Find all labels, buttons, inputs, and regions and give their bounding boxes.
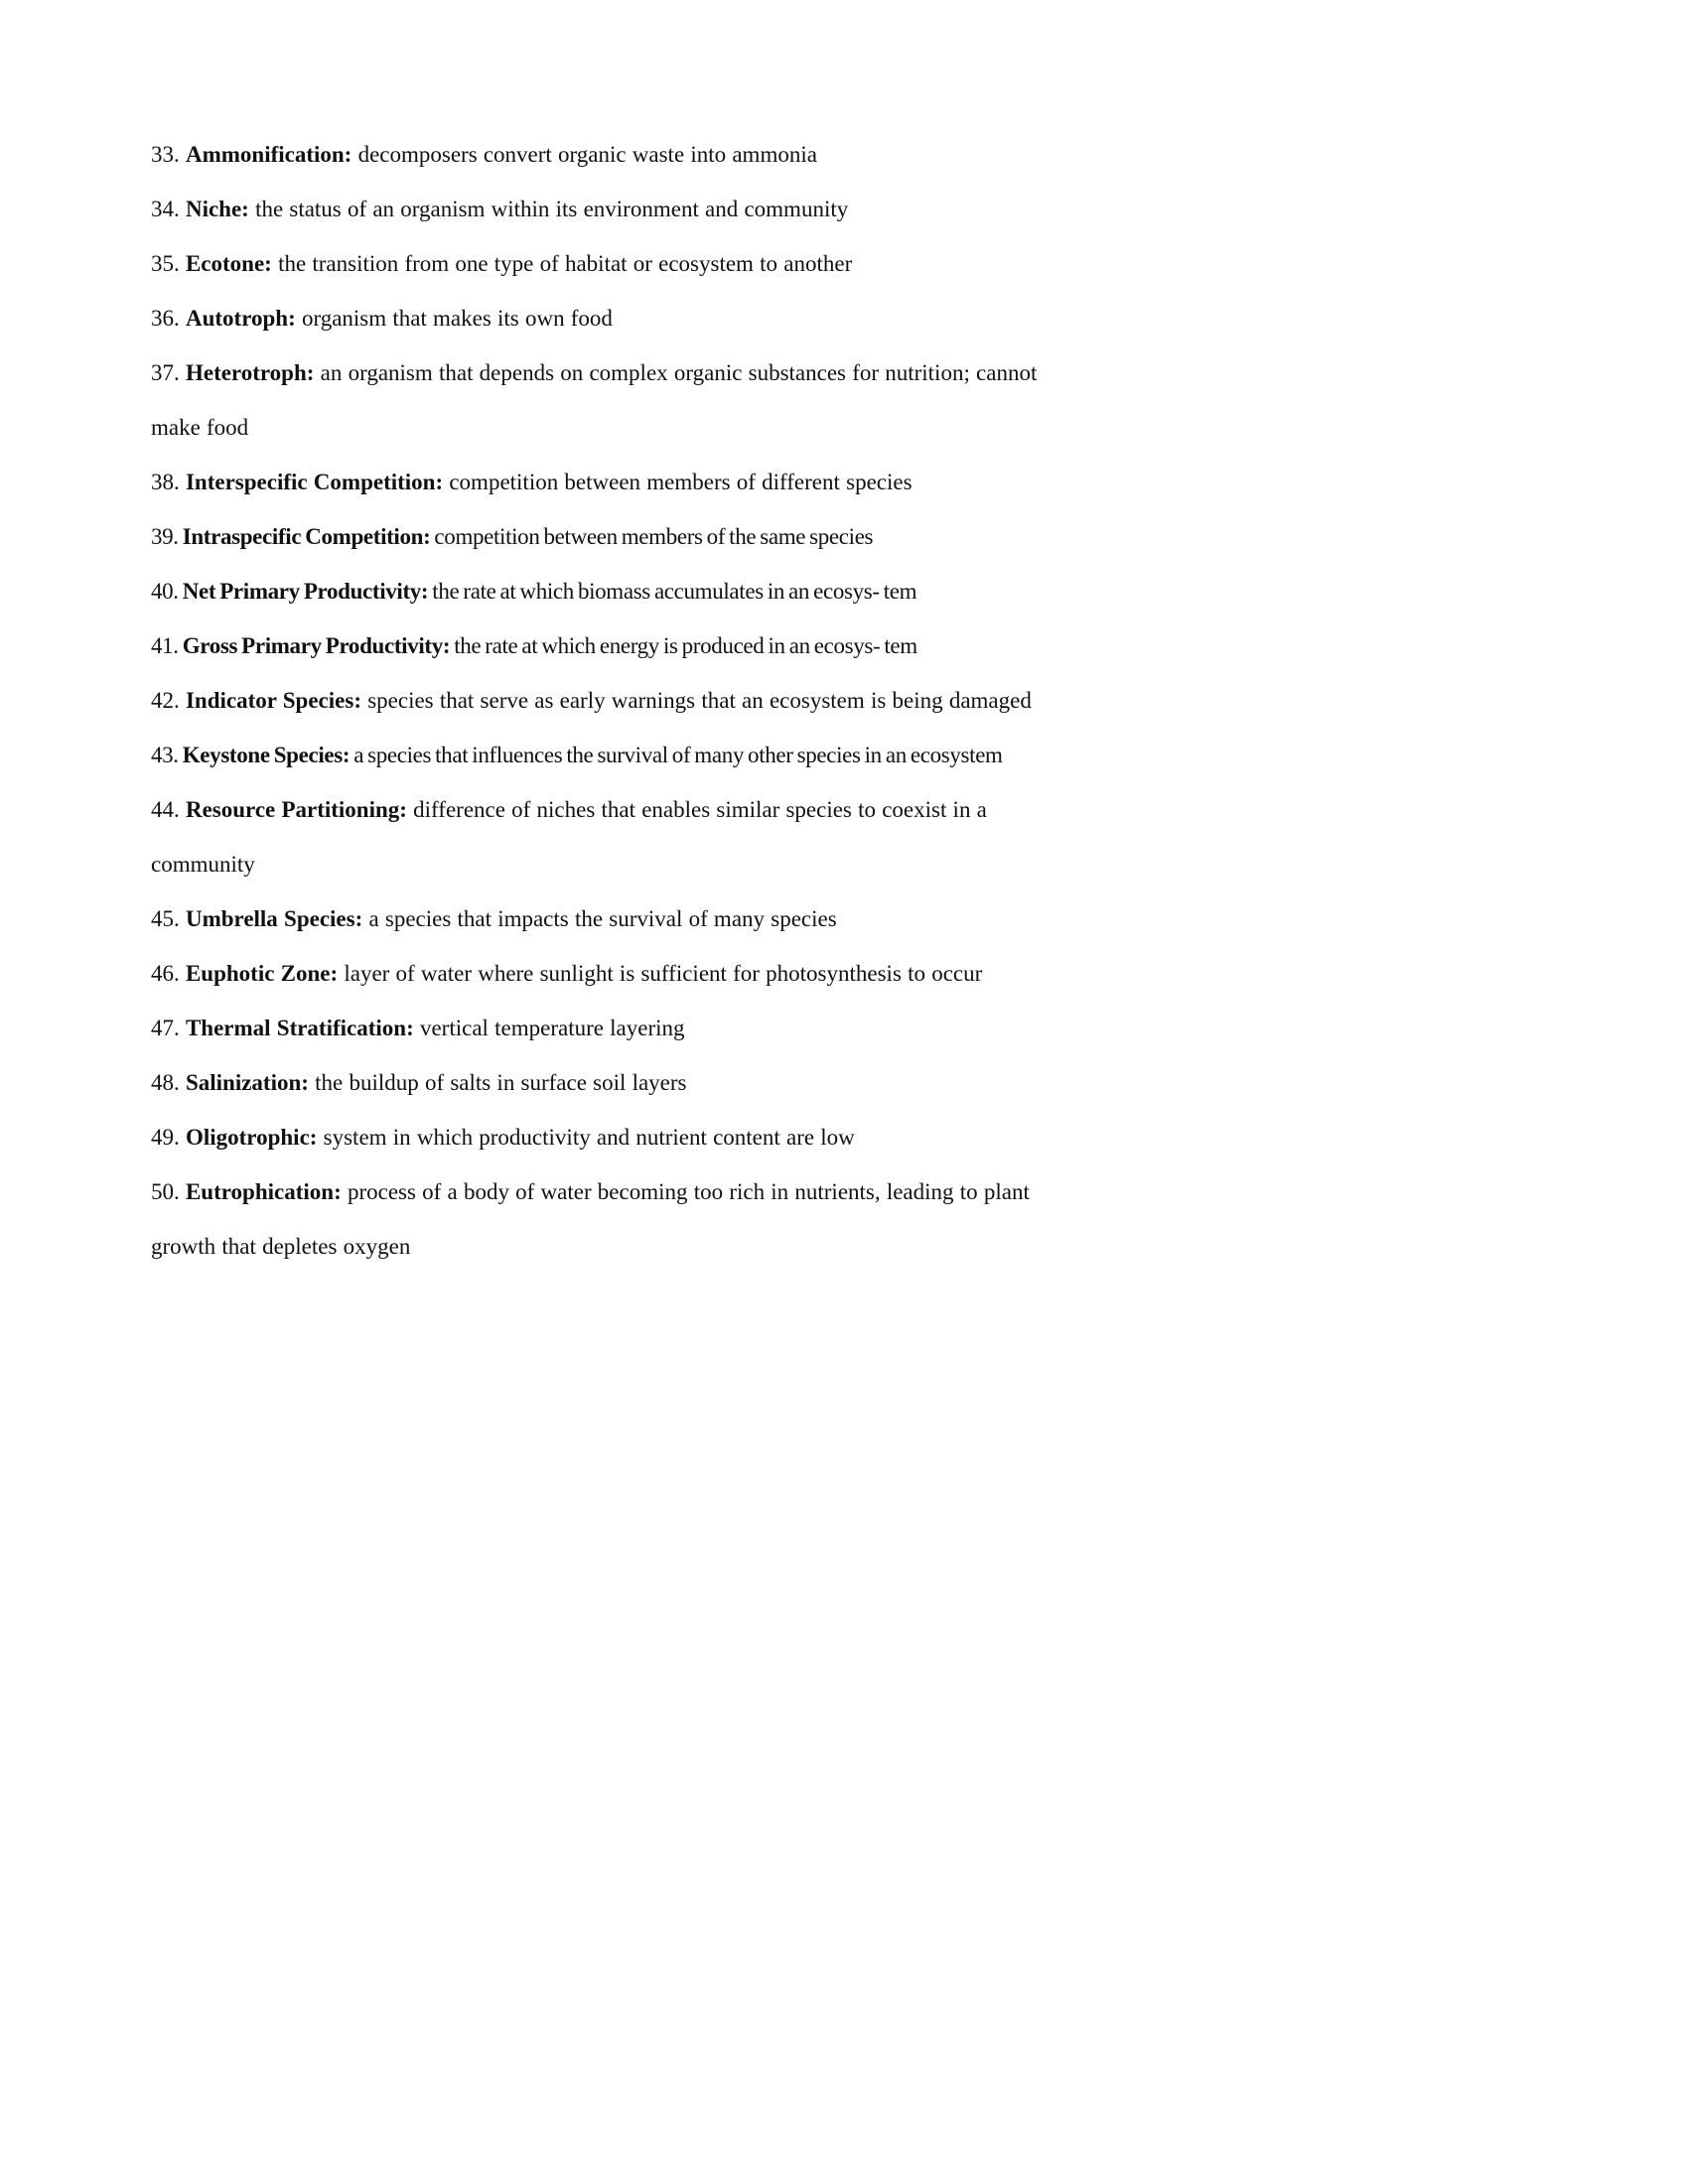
term-definition: a species that influences the survival of many other species in an ecosystem	[353, 743, 1003, 767]
item-number: 38.	[151, 470, 180, 494]
glossary-item	[151, 1110, 1064, 1164]
item-number: 36.	[151, 306, 180, 331]
term-label: Indicator Species:	[185, 688, 361, 713]
term-label: Eutrophication:	[185, 1179, 342, 1204]
term-label: Thermal Stratification:	[185, 1016, 414, 1040]
glossary-item	[151, 509, 1064, 564]
glossary-list	[151, 127, 1064, 1274]
term-label: Gross Primary Productivity:	[182, 633, 451, 658]
term-definition: the status of an organism within its environment and community	[255, 197, 849, 221]
item-number: 50.	[151, 1179, 180, 1204]
term-label: Autotroph:	[185, 306, 296, 331]
term-definition: the buildup of salts in surface soil layers	[315, 1070, 687, 1095]
term-label: Net Primary Productivity:	[182, 579, 429, 604]
item-number: 44.	[151, 797, 180, 822]
item-number: 34.	[151, 197, 180, 221]
term-definition: process of a body of water becoming too rich in nutrients, leading to plant growth that depletes oxygen	[151, 1179, 1030, 1259]
item-number: 49.	[151, 1125, 180, 1150]
glossary-item	[151, 127, 1064, 182]
glossary-item	[151, 782, 1064, 891]
item-number: 35.	[151, 251, 180, 276]
term-definition: competition between members of the same species	[434, 524, 874, 549]
item-number: 48.	[151, 1070, 180, 1095]
term-label: Euphotic Zone:	[185, 961, 339, 986]
term-definition: a species that impacts the survival of many species	[368, 906, 837, 931]
glossary-item	[151, 618, 1064, 673]
item-number: 42.	[151, 688, 180, 713]
term-definition: an organism that depends on complex organic substances for nutrition; cannot make food	[151, 360, 1038, 440]
term-definition: layer of water where sunlight is sufficient for photosynthesis to occur	[344, 961, 983, 986]
term-label: Ammonification:	[185, 142, 352, 167]
glossary-item	[151, 291, 1064, 345]
item-number: 37.	[151, 360, 180, 385]
item-number: 47.	[151, 1016, 180, 1040]
term-label: Resource Partitioning:	[185, 797, 407, 822]
term-label: Niche:	[185, 197, 249, 221]
glossary-item	[151, 891, 1064, 946]
term-label: Intraspecific Competition:	[182, 524, 431, 549]
item-number: 45.	[151, 906, 180, 931]
term-definition: organism that makes its own food	[301, 306, 613, 331]
glossary-item	[151, 345, 1064, 455]
term-label: Interspecific Competition:	[185, 470, 444, 494]
term-label: Oligotrophic:	[185, 1125, 318, 1150]
glossary-item	[151, 564, 1064, 618]
term-label: Keystone Species:	[182, 743, 351, 767]
term-definition: the transition from one type of habitat or ecosystem to another	[278, 251, 853, 276]
term-definition: the rate at which energy is produced in an ecosys- tem	[454, 633, 917, 658]
term-definition: difference of niches that enables similar species to coexist in a community	[151, 797, 987, 877]
term-definition: vertical temperature layering	[419, 1016, 685, 1040]
item-number: 41.	[151, 633, 179, 658]
glossary-item	[151, 1055, 1064, 1110]
glossary-item	[151, 455, 1064, 509]
term-definition: decomposers convert organic waste into ammonia	[357, 142, 817, 167]
term-definition: system in which productivity and nutrient content are low	[323, 1125, 855, 1150]
glossary-item	[151, 728, 1064, 782]
item-number: 46.	[151, 961, 180, 986]
term-definition: the rate at which biomass accumulates in an ecosys- tem	[432, 579, 917, 604]
term-label: Salinization:	[185, 1070, 309, 1095]
item-number: 40.	[151, 579, 179, 604]
item-number: 43.	[151, 743, 179, 767]
glossary-item	[151, 236, 1064, 291]
glossary-item	[151, 673, 1064, 728]
item-number: 39.	[151, 524, 179, 549]
term-definition: competition between members of different species	[449, 470, 913, 494]
glossary-item	[151, 182, 1064, 236]
term-label: Umbrella Species:	[185, 906, 363, 931]
term-label: Ecotone:	[185, 251, 272, 276]
term-definition: species that serve as early warnings that an ecosystem is being damaged	[367, 688, 1032, 713]
glossary-item	[151, 946, 1064, 1001]
glossary-item	[151, 1164, 1064, 1274]
term-label: Heterotroph:	[185, 360, 315, 385]
glossary-item	[151, 1001, 1064, 1055]
item-number: 33.	[151, 142, 180, 167]
